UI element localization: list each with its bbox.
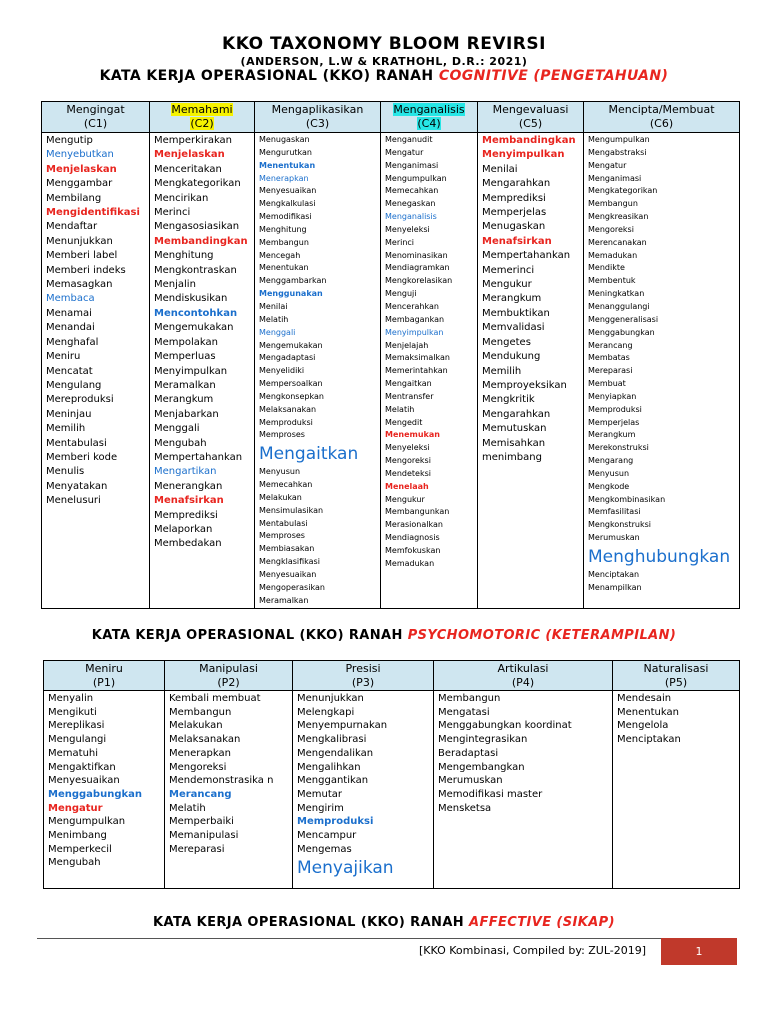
- psychomotoric-body-row: [44, 691, 740, 889]
- kko-word: Mempolakan: [154, 336, 218, 348]
- kko-word: Memproses: [259, 430, 305, 440]
- kko-word: Menggabungkan: [588, 327, 655, 337]
- cognitive-heading-domain: COGNITIVE (PENGETAHUAN): [438, 68, 669, 84]
- kko-word: Beradaptasi: [438, 747, 499, 759]
- kko-word: Meningkatkan: [588, 289, 645, 299]
- kko-word: Mengabstraksi: [588, 147, 647, 157]
- kko-word: Melaksanakan: [169, 734, 241, 746]
- kko-word: Meramalkan: [259, 595, 309, 605]
- column-name: Presisi: [345, 662, 381, 675]
- kko-word: Menemukan: [385, 430, 440, 440]
- kko-word: Menugaskan: [482, 221, 546, 233]
- kko-word: Membuktikan: [482, 307, 550, 319]
- kko-word: Memerinci: [482, 264, 535, 276]
- kko-word: Menjelaskan: [46, 163, 117, 175]
- kko-word: Merancang: [588, 340, 633, 350]
- kko-word: Membangun: [588, 199, 638, 209]
- kko-word: Membangun: [438, 693, 501, 704]
- column-name: Mengevaluasi: [492, 103, 569, 116]
- kko-word: Memanipulasi: [169, 830, 239, 842]
- kko-word: Menceritakan: [154, 163, 222, 175]
- kko-word: Merumuskan: [588, 533, 640, 543]
- kko-word: Menganimasi: [385, 160, 439, 170]
- column-header-0: [42, 102, 150, 133]
- column-header-1: [165, 661, 293, 691]
- kko-word: Menanggulangi: [588, 301, 650, 311]
- kko-word: Mengaktifkan: [48, 761, 116, 773]
- kko-word: Mengartikan: [154, 466, 217, 478]
- kko-word: Mengkontraskan: [154, 264, 237, 276]
- kko-word: Mengkonsepkan: [259, 391, 324, 401]
- kko-word: Merinci: [385, 237, 415, 247]
- kko-word: Membandingkan: [482, 135, 576, 146]
- kko-word: Mengatasi: [438, 706, 490, 718]
- column-header-2: [255, 102, 381, 133]
- kko-word: Mensketsa: [438, 802, 492, 814]
- kko-word: Menilai: [482, 163, 518, 175]
- kko-word: Memproyeksikan: [482, 379, 567, 391]
- kko-word: Memasagkan: [46, 279, 113, 291]
- kko-word: Mendiagramkan: [385, 263, 450, 273]
- kko-word: Menggeneralisasi: [588, 314, 659, 324]
- kko-word: Mengarahkan: [482, 178, 551, 190]
- kko-word: Menerapkan: [169, 747, 231, 759]
- kko-word: Mematuhi: [48, 747, 99, 759]
- kko-word: Menyusun: [588, 468, 630, 478]
- column-cell-1: [150, 133, 255, 609]
- kko-word: Menghitung: [154, 250, 214, 262]
- kko-word: Mengelola: [617, 720, 669, 732]
- kko-word: Menggantikan: [297, 775, 369, 787]
- kko-word: Mencerahkan: [385, 301, 439, 311]
- kko-word: Melaporkan: [154, 523, 213, 535]
- kko-word: Menentukan: [259, 263, 309, 273]
- kko-word: Kembali membuat: [169, 693, 261, 704]
- kko-word: Memutuskan: [482, 423, 547, 435]
- kko-word: Melatih: [169, 802, 206, 814]
- kko-word: Mengirim: [297, 802, 344, 814]
- cognitive-table: [41, 101, 740, 609]
- footer-divider: [37, 938, 737, 939]
- cognitive-heading-prefix: KATA KERJA OPERASIONAL (KKO) RANAH: [99, 68, 439, 84]
- kko-word: Mengoperasikan: [259, 582, 325, 592]
- kko-word: Menggambarkan: [259, 276, 327, 286]
- kko-word: menimbang: [482, 451, 542, 463]
- kko-word: Mereparasi: [169, 843, 225, 855]
- kko-word: Mempertahankan: [154, 451, 243, 463]
- column-code: (C5): [518, 117, 543, 130]
- column-code: (P3): [351, 676, 375, 689]
- kko-word: Mengklasifikasi: [259, 557, 320, 567]
- kko-word: Menyiapkan: [588, 391, 637, 401]
- kko-word: Mengkalkulasi: [259, 199, 316, 209]
- kko-word: Mereplikasi: [48, 720, 105, 732]
- column-cell-1: [165, 691, 293, 889]
- kko-word: Memberi indeks: [46, 264, 126, 276]
- kko-word: Memberi kode: [46, 451, 118, 463]
- kko-word: Melaksanakan: [259, 404, 317, 414]
- affective-heading: [0, 915, 768, 930]
- kko-word: Menominasikan: [385, 250, 448, 260]
- kko-word: Memodifikasi master: [438, 788, 543, 800]
- column-code: (C6): [649, 117, 674, 130]
- kko-word: Merinci: [154, 207, 191, 219]
- psychomotoric-heading: [0, 628, 768, 643]
- page-number-badge: 1: [661, 938, 737, 965]
- affective-heading-domain: AFFECTIVE (SIKAP): [468, 915, 615, 930]
- kko-word: Mengkalibrasi: [297, 734, 367, 746]
- kko-word: Mentabulasi: [46, 437, 107, 449]
- kko-word: Memproduksi: [588, 404, 642, 414]
- kko-word: Memadukan: [588, 250, 638, 260]
- kko-word: Memperluas: [154, 351, 216, 363]
- kko-word: Menggunakan: [259, 289, 323, 299]
- kko-word: Merangkum: [588, 430, 636, 440]
- kko-word: Mengukur: [385, 494, 425, 504]
- column-cell-0: [42, 133, 150, 609]
- kko-word: Mengumpulkan: [48, 816, 126, 828]
- kko-word: Memodifikasi: [259, 212, 312, 222]
- column-code: (C1): [83, 117, 108, 130]
- kko-word: Menciptakan: [617, 734, 681, 746]
- kko-word: Menyeleksi: [385, 224, 430, 234]
- kko-word: Mengadaptasi: [259, 353, 316, 363]
- kko-word: Mentransfer: [385, 391, 434, 401]
- kko-word: Menyalin: [48, 693, 94, 704]
- kko-word: Mengatur: [48, 802, 103, 814]
- column-name: Mengaplikasikan: [271, 103, 364, 116]
- kko-word: Menyatakan: [46, 480, 108, 492]
- kko-word: Mensimulasikan: [259, 505, 324, 515]
- kko-word: Menyimpulkan: [482, 149, 565, 161]
- kko-word: Menimbang: [48, 830, 107, 842]
- kko-word: Melatih: [259, 314, 289, 324]
- kko-word: Memaksimalkan: [385, 353, 450, 363]
- kko-word: Mengkorelasikan: [385, 276, 453, 286]
- column-header-3: [434, 661, 613, 691]
- kko-word: Memerintahkan: [385, 366, 448, 376]
- kko-word: Menegaskan: [385, 199, 436, 209]
- kko-word: Meramalkan: [154, 379, 216, 391]
- kko-word: Mengarang: [588, 456, 634, 466]
- page-title: KKO TAXONOMY BLOOM REVIRSI: [222, 34, 546, 54]
- kko-word: Menghubungkan: [588, 547, 731, 567]
- kko-word: Menilai: [259, 301, 288, 311]
- kko-word: Menyempurnakan: [297, 720, 388, 732]
- psychomotoric-heading-prefix: KATA KERJA OPERASIONAL (KKO) RANAH: [91, 628, 408, 643]
- kko-word: Menampilkan: [588, 582, 642, 592]
- kko-word: Mencegah: [259, 250, 301, 260]
- kko-word: Memperbaiki: [169, 816, 234, 828]
- kko-word: Merekonstruksi: [588, 443, 649, 453]
- kko-word: Mendukung: [482, 351, 541, 363]
- kko-word: Mengalihkan: [297, 761, 361, 773]
- kko-word: Memfokuskan: [385, 546, 441, 555]
- kko-word: Membagankan: [385, 314, 445, 324]
- kko-word: Mengkode: [588, 481, 630, 491]
- kko-word: Membedakan: [154, 538, 222, 550]
- kko-word: Mengarahkan: [482, 408, 551, 420]
- kko-word: Menerangkan: [154, 480, 223, 492]
- column-header-4: [613, 661, 740, 691]
- kko-word: Menyajikan: [297, 858, 394, 879]
- kko-word: Membangun: [169, 706, 232, 718]
- column-header-4: [478, 102, 584, 133]
- column-header-1: [150, 102, 255, 133]
- kko-word: Menandai: [46, 322, 95, 334]
- kko-word: Mengulangi: [48, 734, 107, 746]
- kko-word: Menggali: [154, 423, 200, 435]
- kko-word: Mereproduksi: [46, 394, 114, 406]
- kko-word: Mendaftar: [46, 221, 98, 233]
- kko-word: Mendiskusikan: [154, 293, 228, 305]
- kko-word: Membaca: [46, 293, 95, 305]
- kko-word: Menyesuaikan: [259, 186, 317, 196]
- kko-word: Mengkonstruksi: [588, 520, 651, 530]
- kko-word: Menyebutkan: [46, 149, 114, 161]
- kko-word: Mengembangkan: [438, 761, 525, 773]
- kko-word: Mencontohkan: [154, 307, 238, 319]
- kko-word: Menganalisis: [385, 212, 437, 222]
- column-cell-2: [255, 133, 381, 609]
- kko-word: Memecahkan: [259, 480, 313, 490]
- column-name: Naturalisasi: [643, 662, 709, 675]
- kko-word: Merumuskan: [438, 775, 503, 787]
- kko-word: Mengikuti: [48, 706, 97, 718]
- kko-word: Merencanakan: [588, 237, 647, 247]
- kko-word: Menyimpulkan: [154, 365, 228, 377]
- kko-word: Menugaskan: [259, 135, 310, 144]
- kko-word: Menggabungkan koordinat: [438, 720, 572, 732]
- kko-word: Menjelaskan: [154, 149, 225, 161]
- kko-word: Mendesain: [617, 693, 672, 704]
- kko-word: Membiasakan: [259, 544, 315, 554]
- kko-word: Menyimpulkan: [385, 327, 444, 337]
- kko-word: Mengintegrasikan: [438, 734, 528, 746]
- kko-word: Memberi label: [46, 250, 118, 262]
- kko-word: Memvalidasi: [482, 322, 545, 334]
- psychomotoric-heading-domain: PSYCHOMOTORIC (KETERAMPILAN): [407, 628, 677, 643]
- kko-word: Menunjukkan: [297, 693, 364, 704]
- column-cell-3: [381, 133, 478, 609]
- kko-word: Menyusun: [259, 467, 301, 477]
- column-cell-0: [44, 691, 165, 889]
- kko-word: Memperjelas: [482, 207, 547, 219]
- kko-word: Mengubah: [48, 857, 101, 869]
- column-cell-4: [613, 691, 740, 889]
- column-name: Artikulasi: [497, 662, 549, 675]
- kko-word: Mengukur: [482, 279, 532, 291]
- kko-word: Memutar: [297, 788, 343, 800]
- kko-word: Memperjelas: [588, 417, 640, 427]
- column-code: (C3): [305, 117, 330, 130]
- kko-word: Mendikte: [588, 263, 625, 273]
- kko-word: Menganimasi: [588, 173, 642, 183]
- kko-word: Mengoreksi: [169, 761, 227, 773]
- kko-word: Menafsirkan: [154, 495, 224, 507]
- kko-word: Menentukan: [259, 160, 316, 170]
- kko-word: Memperkecil: [48, 843, 112, 855]
- kko-word: Melatih: [385, 404, 415, 414]
- column-name: Menganalisis: [393, 103, 465, 116]
- kko-word: Menulis: [46, 466, 85, 478]
- kko-word: Memprediksi: [482, 192, 546, 204]
- kko-word: Memecahkan: [385, 186, 439, 196]
- kko-word: Menyeleksi: [385, 443, 430, 453]
- kko-word: Mengemas: [297, 843, 352, 855]
- kko-word: Mengatur: [588, 160, 627, 170]
- kko-word: Membuat: [588, 379, 626, 389]
- kko-word: Mengoreksi: [588, 224, 634, 234]
- kko-word: Mengubah: [154, 437, 207, 449]
- kko-word: Memfasilitasi: [588, 507, 641, 517]
- column-code: (P4): [511, 676, 535, 689]
- kko-word: Mencatat: [46, 365, 93, 377]
- kko-word: Menganudit: [385, 135, 433, 144]
- kko-word: Menguji: [385, 289, 417, 299]
- column-code: (P2): [217, 676, 240, 689]
- column-header-5: [584, 102, 740, 133]
- kko-word: Melakukan: [169, 720, 223, 732]
- footer-credit: [KKO Kombinasi, Compiled by: ZUL-2019]: [419, 944, 647, 957]
- kko-word: Menelaah: [385, 481, 429, 491]
- kko-word: Memilih: [482, 365, 522, 377]
- kko-word: Meniru: [46, 351, 81, 363]
- kko-word: Memproduksi: [297, 816, 374, 828]
- kko-word: Mendiagnosis: [385, 533, 440, 543]
- cognitive-body-row: [42, 133, 740, 609]
- kko-word: Merangkum: [154, 394, 214, 406]
- kko-word: Merangkum: [482, 293, 542, 305]
- kko-word: Menggali: [259, 327, 296, 337]
- kko-word: Menggabungkan: [48, 788, 142, 800]
- column-cell-5: [584, 133, 740, 609]
- column-name: Mencipta/Membuat: [608, 103, 715, 116]
- kko-word: Meninjau: [46, 408, 92, 420]
- kko-word: Mengumpulkan: [588, 135, 650, 144]
- kko-word: Menjelajah: [385, 340, 429, 350]
- kko-word: Membentuk: [588, 276, 636, 286]
- kko-word: Mencirikan: [154, 192, 209, 204]
- kko-word: Membilang: [46, 192, 102, 204]
- kko-word: Menggambar: [46, 178, 113, 190]
- kko-word: Mengidentifikasi: [46, 207, 140, 219]
- kko-word: Mengkategorikan: [154, 178, 241, 190]
- column-code: (C2): [190, 117, 214, 130]
- page-subtitle: (ANDERSON, L.W & KRATHOHL, D.R.: 2021): [240, 55, 528, 68]
- kko-word: Menentukan: [617, 706, 679, 718]
- kko-word: Mempersoalkan: [259, 379, 323, 389]
- psychomotoric-table: [43, 660, 740, 889]
- kko-word: Membatas: [588, 353, 630, 363]
- kko-word: Menerapkan: [259, 173, 309, 183]
- kko-word: Mengkreasikan: [588, 212, 649, 222]
- kko-word: Mengoreksi: [385, 456, 431, 466]
- kko-word: Memperkirakan: [154, 135, 233, 146]
- column-code: (P1): [92, 676, 116, 689]
- kko-word: Memproduksi: [259, 417, 313, 427]
- column-code: (C4): [417, 117, 441, 130]
- kko-word: Menghitung: [259, 224, 307, 234]
- kko-word: Menafsirkan: [482, 235, 552, 247]
- kko-word: Menamai: [46, 307, 92, 319]
- kko-word: Mengulang: [46, 379, 102, 391]
- kko-word: Menyelidiki: [259, 366, 305, 376]
- kko-word: Mengkombinasikan: [588, 494, 666, 504]
- column-cell-2: [293, 691, 434, 889]
- kko-word: Mengetes: [482, 336, 531, 348]
- psychomotoric-header-row: [44, 661, 740, 691]
- kko-word: Memisahkan: [482, 437, 546, 449]
- column-header-3: [381, 102, 478, 133]
- column-name: Memahami: [171, 103, 233, 116]
- kko-word: Membangun: [259, 237, 309, 247]
- kko-word: Merancang: [169, 788, 232, 800]
- kko-word: Mendemonstrasika n: [169, 775, 274, 787]
- kko-word: Mencampur: [297, 830, 357, 842]
- kko-word: Mengurutkan: [259, 147, 313, 157]
- column-header-0: [44, 661, 165, 691]
- kko-word: Menjalin: [154, 279, 196, 291]
- cognitive-header-row: [42, 102, 740, 133]
- kko-word: Mengumpulkan: [385, 173, 447, 183]
- kko-word: Mendeteksi: [385, 468, 431, 478]
- kko-word: Memilih: [46, 423, 86, 435]
- kko-word: Menjabarkan: [154, 408, 219, 420]
- kko-word: Mengasosiasikan: [154, 221, 240, 233]
- column-name: Meniru: [85, 662, 123, 675]
- column-cell-4: [478, 133, 584, 609]
- kko-word: Mengkategorikan: [588, 186, 658, 196]
- kko-word: Menunjukkan: [46, 235, 113, 247]
- kko-word: Mengedit: [385, 417, 423, 427]
- kko-word: Menghafal: [46, 336, 99, 348]
- kko-word: Membandingkan: [154, 235, 248, 247]
- kko-word: Menciptakan: [588, 570, 640, 579]
- kko-word: Mengaitkan: [385, 379, 432, 389]
- kko-word: Mempertahankan: [482, 250, 571, 262]
- kko-word: Mengemukakan: [154, 322, 234, 334]
- column-name: Mengingat: [66, 103, 125, 116]
- affective-heading-prefix: KATA KERJA OPERASIONAL (KKO) RANAH: [153, 915, 469, 930]
- kko-word: Mengemukakan: [259, 340, 323, 350]
- column-code: (P5): [664, 676, 688, 689]
- kko-word: Memadukan: [385, 558, 435, 568]
- kko-word: Menyesuaikan: [48, 775, 120, 787]
- kko-word: Memprediksi: [154, 509, 218, 521]
- kko-word: Memproses: [259, 531, 305, 541]
- kko-word: Melakukan: [259, 492, 302, 502]
- kko-word: Mereparasi: [588, 366, 633, 376]
- kko-word: Melengkapi: [297, 706, 355, 718]
- kko-word: Mentabulasi: [259, 518, 308, 528]
- column-name: Manipulasi: [199, 662, 258, 675]
- kko-word: Menelusuri: [46, 495, 101, 507]
- column-cell-3: [434, 691, 613, 889]
- column-header-2: [293, 661, 434, 691]
- kko-word: Mengaitkan: [259, 444, 359, 465]
- kko-word: Mengutip: [46, 135, 93, 146]
- kko-word: Mengendalikan: [297, 747, 374, 759]
- kko-word: Mengkritik: [482, 394, 535, 406]
- kko-word: Merasionalkan: [385, 520, 443, 530]
- kko-word: Menyesuaikan: [259, 570, 317, 579]
- cognitive-heading: [0, 68, 768, 84]
- kko-word: Mengatur: [385, 147, 424, 157]
- kko-word: Membangunkan: [385, 507, 450, 517]
